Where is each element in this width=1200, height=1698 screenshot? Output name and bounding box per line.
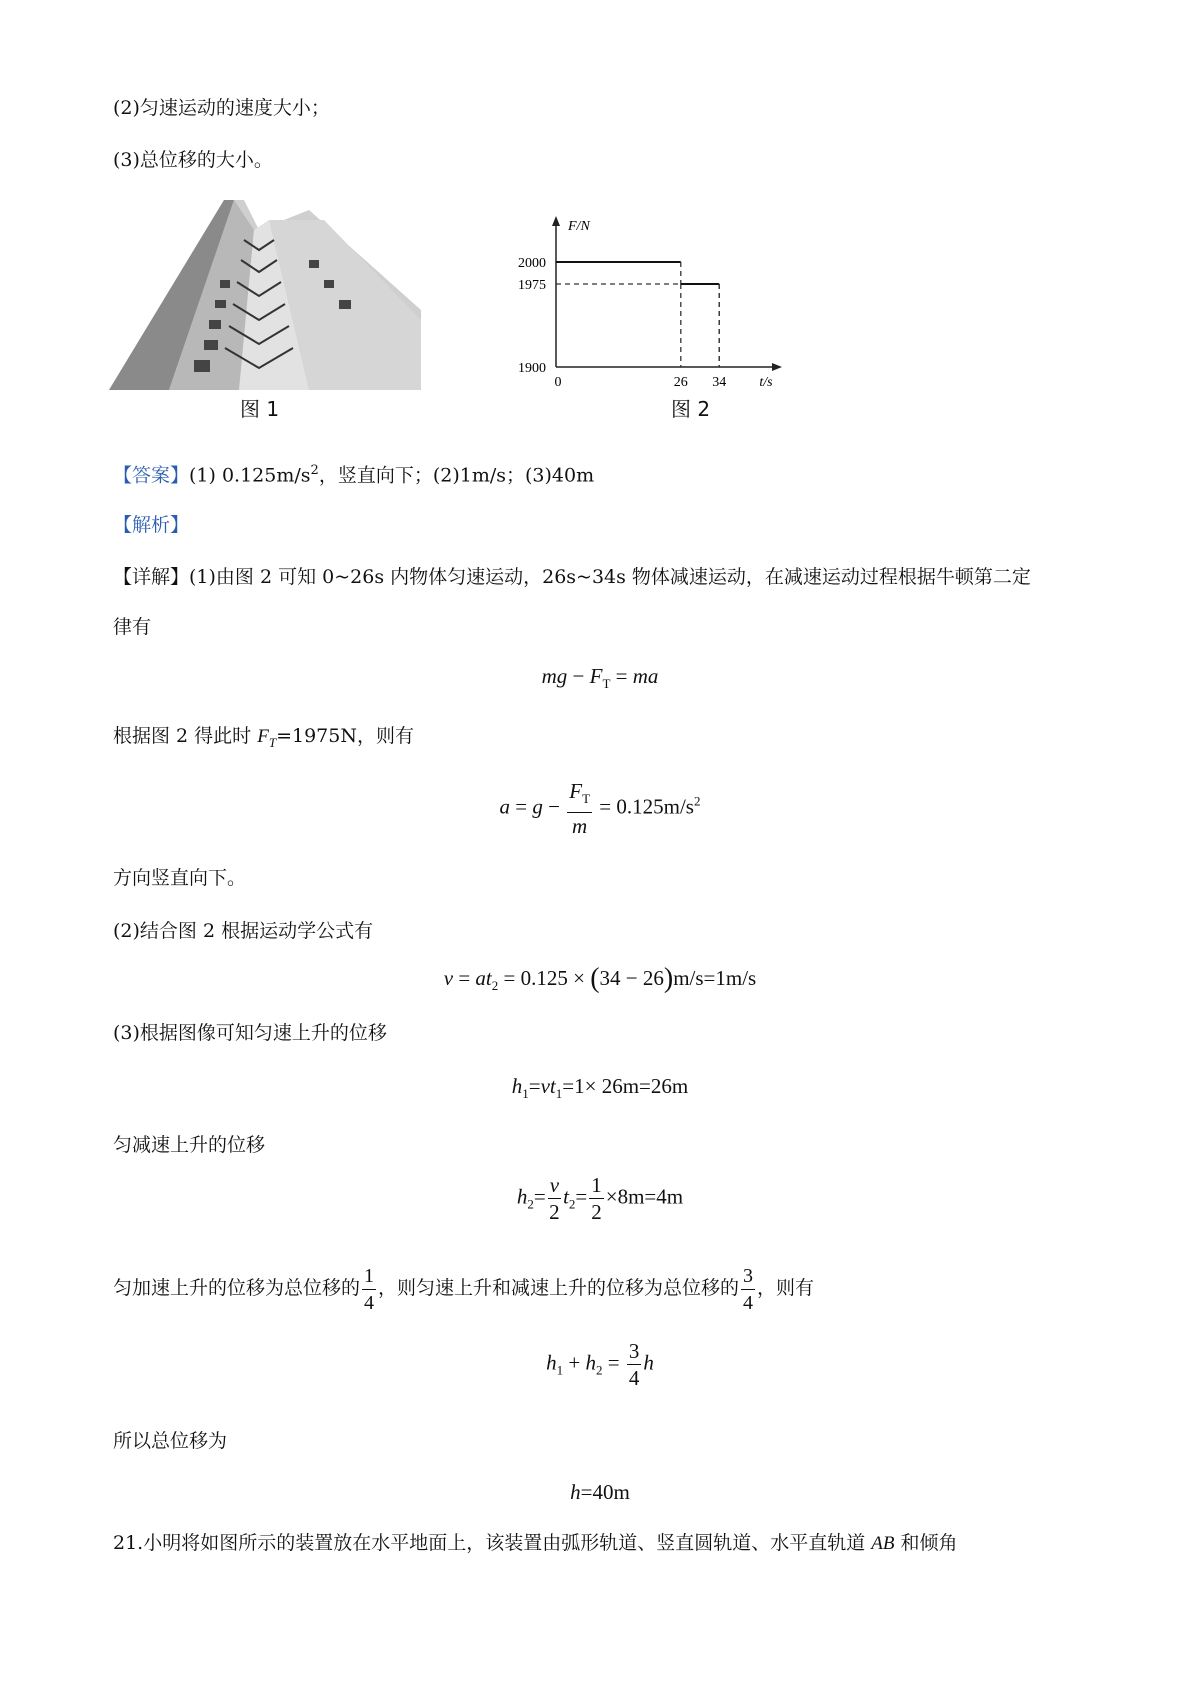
equation-3-a: = 0.125 ×	[498, 966, 591, 990]
detail-line-4: 方向竖直向下。	[113, 867, 247, 889]
answer-part1: (1) 0.125m/s	[189, 464, 311, 487]
equation-5: $h_2=$ $\frac{v}{2}$ $t_2=$ $\frac{1}{2}$ ×8m=4m	[516, 1173, 684, 1224]
x-tick-label-2: 34	[712, 375, 727, 390]
figure-2	[490, 212, 790, 392]
y-tick-label-2: 1900	[518, 361, 546, 376]
figure-1	[109, 200, 421, 390]
x-tick-label-0: 0	[554, 375, 562, 390]
equation-2: a = g − $\frac{F_T}{m}$ = $0.125m/s^2$	[499, 779, 701, 839]
detail-tag: 【详解】	[113, 566, 190, 588]
y-tick-label-1: 1975	[518, 278, 546, 293]
detail-line-3: 根据图 2 得此时 $F_T=1975N$，则有	[113, 725, 414, 750]
detail-line-1	[113, 564, 1031, 590]
x-axis-label: t/s	[759, 375, 773, 390]
equation-4: $h_1=vt_1=1\times 26m=26m$	[511, 1074, 689, 1102]
detail-line-8: 匀加速上升的位移为总位移的 $\frac{1}{4}$ ，则匀速上升和减速上升的位移为总位移的 $\frac{3}{4}$ ，则有	[113, 1264, 815, 1314]
question-2: (2)匀速运动的速度大小；	[113, 97, 330, 119]
equation-3: $v = at_2 = 0.125 \times (34 - 26)m/s=1m/s$	[443, 963, 757, 994]
figure-2-caption: 图 2	[671, 397, 711, 421]
detail-line-6: (3)根据图像可知匀速上升的位移	[113, 1022, 387, 1044]
detail-line-2: 律有	[113, 616, 152, 638]
answer-tag: 【答案】	[113, 464, 190, 487]
detail-line-7: 匀减速上升的位移	[113, 1134, 266, 1156]
next-question-tail: 和倾角	[894, 1532, 958, 1554]
next-question-text: 21.小明将如图所示的装置放在水平地面上，该装置由弧形轨道、竖直圆轨道、水平直轨道	[113, 1532, 872, 1554]
equation-3-c: m/s=1m/s	[673, 966, 757, 990]
equation-4-tail: =1× 26m=26m	[562, 1074, 689, 1098]
y-tick-label-0: 2000	[518, 256, 546, 271]
detail-text-8a: 匀加速上升的位移为总位移的	[113, 1277, 361, 1299]
equation-5-tail: ×8m=4m	[605, 1184, 684, 1209]
question-3: (3)总位移的大小。	[113, 149, 273, 171]
force-time-chart	[490, 212, 790, 392]
next-question	[113, 1530, 958, 1557]
equation-1: mg − $F_T$ = ma	[541, 664, 659, 692]
equation-6: $h_1 + h_2$ = $\frac{3}{4}$ h	[546, 1339, 654, 1390]
x-axis-arrow	[772, 363, 782, 371]
detail-line-9: 所以总位移为	[113, 1430, 228, 1452]
equation-7: h=40m	[570, 1480, 630, 1504]
detail-line-5: (2)结合图 2 根据运动学公式有	[113, 920, 374, 942]
answer-line	[113, 458, 594, 488]
detail-text-3a: 根据图 2 得此时	[113, 725, 258, 747]
answer-rest: ，竖直向下；(2)1m/s；(3)40m	[318, 464, 595, 487]
detail-text-3b: =1975N，则有	[276, 725, 414, 747]
x-tick-label-1: 26	[673, 375, 688, 390]
building-photo	[109, 200, 421, 390]
answer-sup: 2	[310, 463, 319, 478]
next-question-ab: AB	[871, 1533, 895, 1554]
equation-3-b: 34 − 26	[599, 966, 664, 990]
detail-text-8c: ，则有	[757, 1277, 815, 1299]
y-axis-label: F/N	[568, 219, 590, 234]
detail-text-1: (1)由图 2 可知 0~26s 内物体匀速运动，26s~34s 物体减速运动，在减速运动过程根据牛顿第二定	[189, 566, 1031, 588]
equation-7-tail: =40m	[580, 1480, 630, 1504]
detail-text-8b: ，则匀速上升和减速上升的位移为总位移的	[378, 1277, 740, 1299]
figure-1-caption: 图 1	[240, 397, 280, 421]
equation-2-tail: = 0.125m/s	[594, 794, 694, 819]
y-axis-arrow	[552, 216, 560, 226]
analysis-tag: 【解析】	[113, 514, 190, 536]
